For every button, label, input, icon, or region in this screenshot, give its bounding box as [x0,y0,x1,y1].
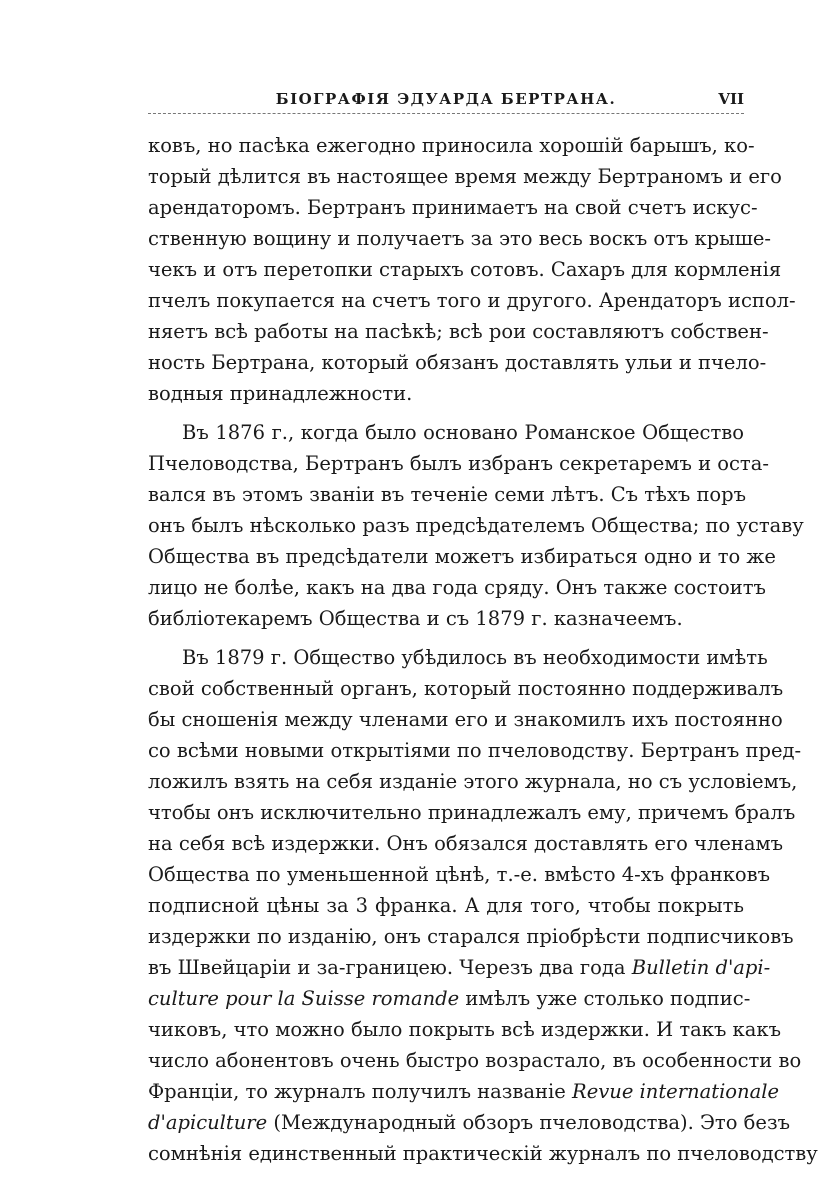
paragraph-2 [148,417,804,634]
text-line: ковъ, но пасѣка ежегодно приносила хорошій барышъ, ко- [148,134,755,157]
text-line: вался въ этомъ званіи въ теченіе семи лѣтъ. Съ тѣхъ поръ [148,483,747,506]
text-line-mixed [148,952,771,983]
text-line: Общества въ предсѣдатели можетъ избираться одно и то же [148,545,776,568]
running-title: БІОГРАФІЯ ЭДУАРДА БЕРТРАНА. [275,90,617,108]
text-line: арендаторомъ. Бертранъ принимаетъ на свой счетъ искус- [148,196,758,219]
text-line: сомнѣнія единственный практическій журналъ по пчеловодству [148,1142,818,1165]
text-line: чиковъ, что можно было покрыть всѣ издержки. И такъ какъ [148,1018,781,1041]
text-line-mixed [148,1076,780,1107]
text-line: чекъ и отъ перетопки старыхъ сотовъ. Сахаръ для кормленія [148,258,782,281]
text-line: ственную вощину и получаетъ за это весь воскъ отъ крыше- [148,227,772,250]
text-segment: въ Швейцаріи и за-границею. Черезъ два года [148,956,626,979]
text-line: Общества по уменьшенной цѣнѣ, т.-е. вмѣсто 4-хъ франковъ [148,863,771,886]
text-line: свой собственный органъ, который постоянно поддерживалъ [148,677,784,700]
text-line: ложилъ взять на себя изданіе этого журнала, но съ условіемъ, [148,770,798,793]
text-line: пчелъ покупается на счетъ того и другого. Арендаторъ испол- [148,289,796,312]
text-line: бы сношенія между членами его и знакомилъ ихъ постоянно [148,708,783,731]
text-line: няетъ всѣ работы на пасѣкѣ; всѣ рои составляютъ собствен- [148,320,769,343]
text-line: Пчеловодства, Бертранъ былъ избранъ секретаремъ и оста- [148,452,769,475]
text-line: онъ былъ нѣсколько разъ предсѣдателемъ Общества; по уставу [148,514,804,537]
paragraph-3 [148,642,818,1169]
journal-title-italic: culture pour la Suisse romande [148,987,460,1010]
text-line: число абонентовъ очень быстро возрастало, въ особенности во [148,1049,802,1072]
text-line: ность Бертрана, который обязанъ доставлять ульи и пчело- [148,351,767,374]
paragraph-1 [148,130,796,409]
text-line-mixed [148,1107,790,1138]
body-text [148,130,818,1169]
text-line: чтобы онъ исключительно принадлежалъ ему, причемъ бралъ [148,801,796,824]
journal-title-italic: Bulletin d'api- [631,956,771,979]
text-segment: имѣлъ уже столько подпис- [465,987,751,1010]
header-rule [148,113,744,114]
text-line: лицо не болѣе, какъ на два года сряду. Онъ также состоитъ [148,576,766,599]
text-line: Въ 1876 г., когда было основано Романское Общество [182,421,744,444]
text-line: водныя принадлежности. [148,382,413,405]
text-line: со всѣми новыми открытіями по пчеловодству. Бертранъ пред- [148,739,802,762]
journal-title-italic: Revue internationale [572,1080,780,1103]
text-line: подписной цѣны за 3 франка. А для того, чтобы покрыть [148,894,744,917]
text-line-mixed [148,983,751,1014]
text-line: на себя всѣ издержки. Онъ обязался доставлять его членамъ [148,832,784,855]
journal-title-italic: d'apiculture [148,1111,268,1134]
page-number: VII [718,90,744,108]
text-line: издержки по изданію, онъ старался пріобрѣсти подписчиковъ [148,925,794,948]
text-segment: (Международный обзоръ пчеловодства). Это безъ [273,1111,790,1134]
text-segment: Франціи, то журналъ получилъ названіе [148,1080,566,1103]
text-line: торый дѣлится въ настоящее время между Бертраномъ и его [148,165,782,188]
text-line: библіотекаремъ Общества и съ 1879 г. казначеемъ. [148,607,683,630]
running-header [148,90,744,112]
text-line: Въ 1879 г. Общество убѣдилось въ необходимости имѣть [182,646,768,669]
